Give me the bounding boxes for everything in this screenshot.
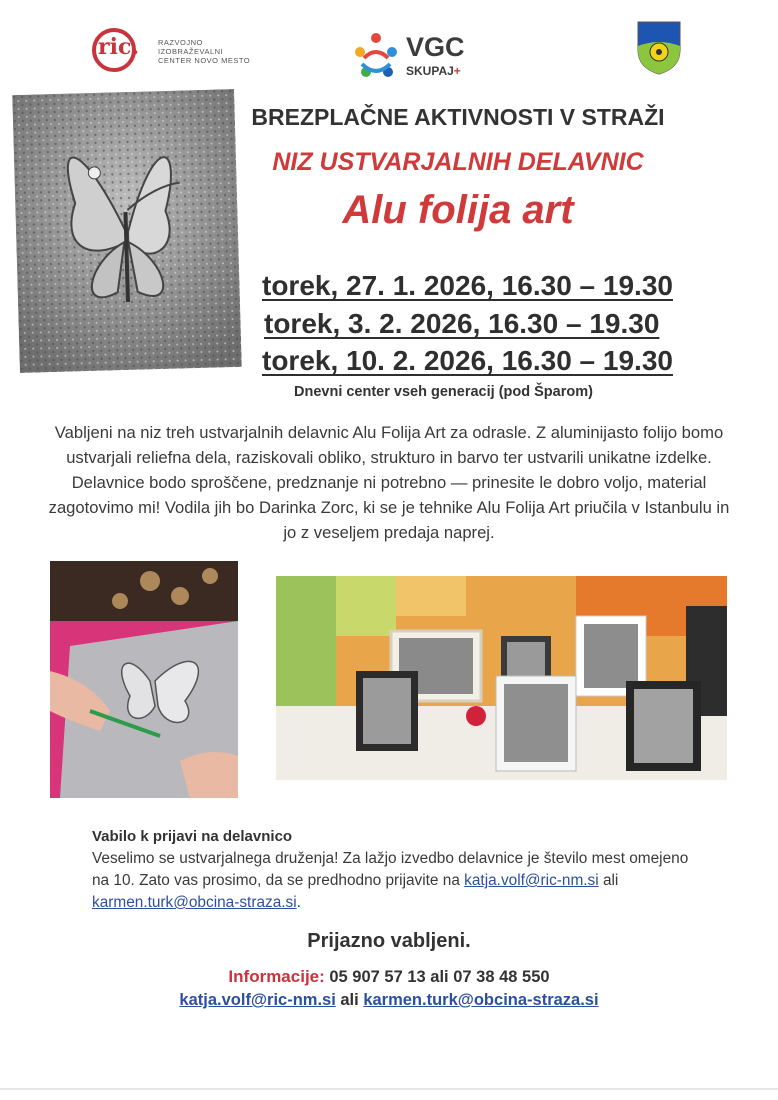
date-line-2: torek, 3. 2. 2026, 16.30 – 19.30 <box>264 308 660 339</box>
coat-of-arms <box>636 20 682 76</box>
coat-of-arms-icon <box>636 20 682 76</box>
info-email-katja-link[interactable]: katja.volf@ric-nm.si <box>179 991 336 1009</box>
invite-email-katja-link[interactable]: katja.volf@ric-nm.si <box>464 872 599 889</box>
vgc-logo <box>350 30 480 82</box>
vgc-logo-name: VGC <box>406 32 465 62</box>
butterfly-foil-photo <box>12 89 242 373</box>
info-phones: 05 907 57 13 ali 07 38 48 550 <box>329 968 550 986</box>
page-title: BREZPLAČNE AKTIVNOSTI V STRAŽI <box>251 104 665 130</box>
bottom-divider <box>0 1088 778 1090</box>
invite-title: Vabilo k prijavi na delavnico <box>92 828 293 845</box>
invite-email-karmen-link[interactable]: karmen.turk@obcina-straza.si <box>92 894 297 911</box>
info-label: Informacije: <box>228 967 325 986</box>
ric-logo <box>92 28 252 76</box>
vgc-logo-sub: SKUPAJ+ <box>406 64 461 78</box>
series-subtitle: NIZ USTVARJALNIH DELAVNIC <box>272 148 644 176</box>
ric-logo-caption: RAZVOJNO IZOBRAŽEVALNI CENTER NOVO MESTO <box>158 38 251 65</box>
vgc-people-icon <box>350 30 402 82</box>
hand-working-photo <box>50 561 238 798</box>
invite-body: Veselimo se ustvarjalnega druženja! Za lažjo izvedbo delavnice je število mest omejeno na 10. Zato vas prosimo, da se predhodno prijavite na katja.volf@ric-nm.si ali karmen.turk@obcina-straza.si. <box>92 850 689 911</box>
ric-logo-mark: ric. <box>98 34 140 60</box>
intro-paragraph: Vabljeni na niz treh ustvarjalnih delavnic Alu Folija Art za odrasle. Z aluminijasto folijo bomo ustvarjali reliefna dela, raziskovali obliko, strukturo in barvo ter ustvarili unikatne izdelke. Delavnice bodo sproščene, predznanje ni potrebno — prinesite le dobro voljo, material zagotovimo mi! Vodila jih bo Darinka Zorc, ki se je tehnike Alu Folija Art priučila v Istanbulu in jo z veseljem predaja naprej. <box>48 423 730 542</box>
framed-artworks-photo <box>276 576 727 780</box>
info-emails: katja.volf@ric-nm.si ali karmen.turk@obcina-straza.si <box>179 991 599 1009</box>
date-line-3: torek, 10. 2. 2026, 16.30 – 19.30 <box>262 345 673 376</box>
info-line <box>0 967 778 987</box>
regards-text: Prijazno vabljeni. <box>307 930 471 952</box>
date-line-1: torek, 27. 1. 2026, 16.30 – 19.30 <box>262 270 673 301</box>
workshop-name: Alu folija art <box>342 188 574 232</box>
location: Dnevni center vseh generacij (pod Šparom) <box>294 384 593 400</box>
info-email-karmen-link[interactable]: karmen.turk@obcina-straza.si <box>363 991 599 1009</box>
